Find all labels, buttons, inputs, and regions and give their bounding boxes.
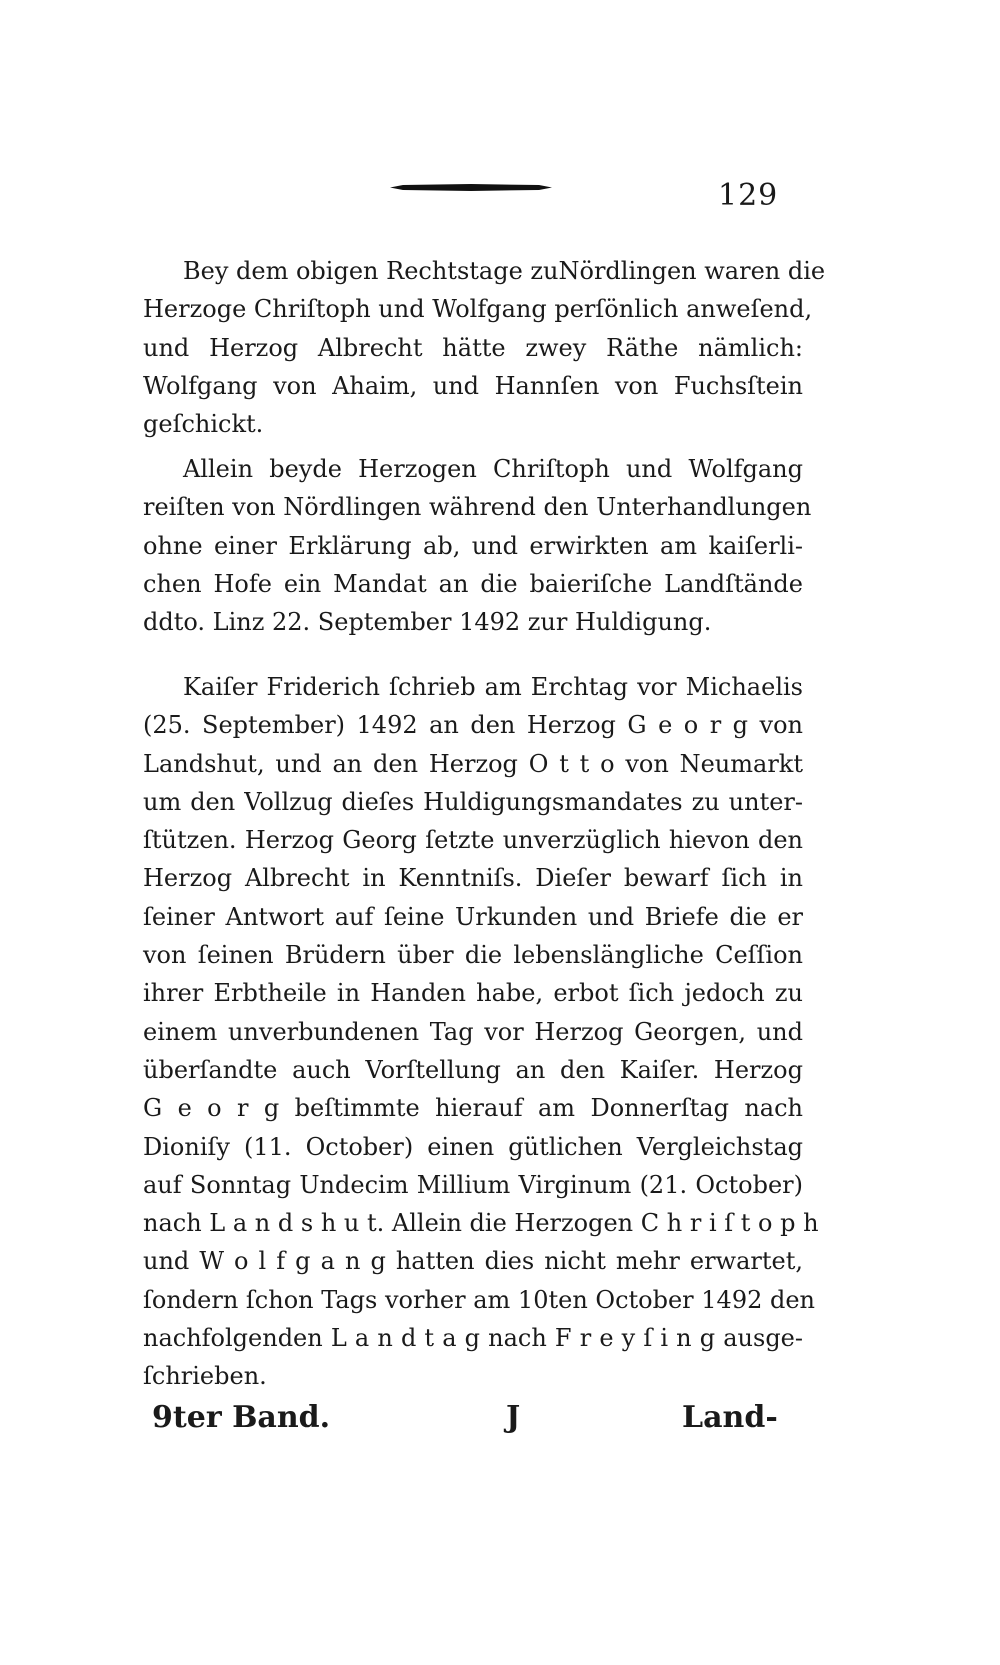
text-line: Wolfgang von Ahaim, und Hannſen von Fuchsſtein	[143, 371, 803, 400]
text-line: (25. September) 1492 an den Herzog G e o r g von	[143, 711, 803, 740]
text-line: ihrer Erbtheile in Handen habe, erbot ſich jedoch zu	[143, 979, 803, 1008]
text-line: ſeiner Antwort auf ſeine Urkunden und Briefe die er	[143, 902, 803, 931]
text-line: nach L a n d s h u t. Allein die Herzogen C h r i ſ t o p h	[143, 1209, 819, 1238]
text-line: auf Sonntag Undecim Millium Virginum (21. October)	[143, 1170, 803, 1199]
text-line: chen Hofe ein Mandat an die baieriſche Landſtände	[143, 569, 803, 598]
text-line: Landshut, und an den Herzog O t t o von Neumarkt	[143, 749, 803, 778]
text-line: Allein beyde Herzogen Chriſtoph und Wolfgang	[183, 455, 803, 483]
paragraph-3	[143, 668, 819, 1396]
text-line: Herzog Albrecht in Kenntniſs. Dieſer bewarf ſich in	[143, 864, 803, 893]
signature-mark: J	[506, 1400, 521, 1435]
text-line: einem unverbundenen Tag vor Herzog Georgen, und	[143, 1017, 803, 1046]
text-line: Kaiſer Friderich ſchrieb am Erchtag vor Michaelis	[183, 673, 803, 701]
text-line: und W o l f g a n g hatten dies nicht mehr erwartet,	[143, 1247, 803, 1276]
text-line: und Herzog Albrecht hätte zwey Räthe nämlich:	[143, 333, 803, 362]
text-line: geſchickt.	[143, 410, 264, 439]
text-line: Herzoge Chriſtoph und Wolfgang perſönlich anweſend,	[143, 295, 813, 324]
header-ornament-rule	[390, 184, 552, 191]
text-line: ohne einer Erklärung ab, und erwirkten am kaiſerli-	[143, 531, 803, 560]
text-line: um den Vollzug dieſes Huldigungsmandates zu unter-	[143, 787, 803, 816]
text-line: nachfolgenden L a n d t a g nach F r e y ſ i n g ausge-	[143, 1324, 803, 1353]
page-footer	[0, 1400, 1000, 1450]
text-line: ſondern ſchon Tags vorher am 10ten October 1492 den	[143, 1285, 816, 1314]
paragraph-1	[143, 252, 826, 443]
text-line: ſtützen. Herzog Georg ſetzte unverzüglich hievon den	[143, 826, 803, 855]
text-line: von ſeinen Brüdern über die lebenslängliche Ceſſion	[143, 941, 803, 970]
text-line: ddto. Linz 22. September 1492 zur Huldigung.	[143, 608, 712, 637]
text-line: überſandte auch Vorſtellung an den Kaiſer. Herzog	[143, 1055, 803, 1084]
text-line: G e o r g beſtimmte hierauf am Donnerſtag nach	[143, 1094, 803, 1123]
catchword: Land-	[682, 1400, 778, 1435]
text-line: reiſten von Nördlingen während den Unterhandlungen	[143, 493, 812, 522]
page-number: 129	[718, 178, 779, 213]
volume-signature: 9ter Band.	[152, 1400, 331, 1435]
text-line: Dioniſy (11. October) einen gütlichen Vergleichstag	[143, 1132, 803, 1161]
text-line: ſchrieben.	[143, 1362, 267, 1391]
text-line: Bey dem obigen Rechtstage zuNördlingen waren die	[183, 257, 826, 285]
paragraph-2	[143, 450, 812, 641]
